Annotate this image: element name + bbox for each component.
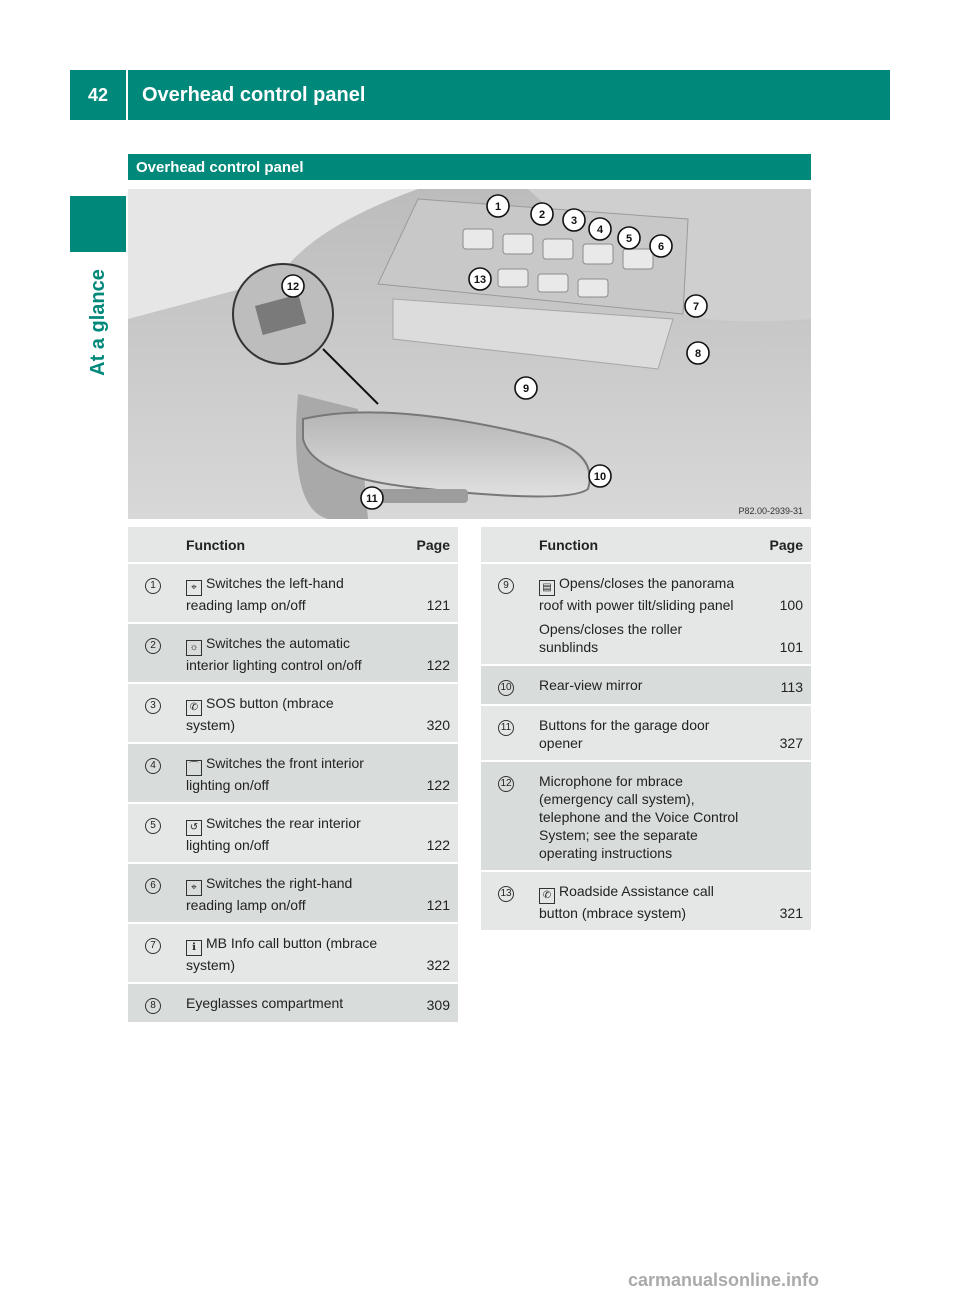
page-ref: 320 <box>390 683 458 743</box>
overhead-panel-illustration <box>128 189 811 519</box>
item-number: 10 <box>498 680 514 696</box>
table-row <box>128 623 458 683</box>
lamp-icon: ⌖ <box>186 880 202 896</box>
page-ref: 121 <box>390 563 458 623</box>
callout-3: 3 <box>570 215 578 227</box>
function-text: Switches the left-hand reading lamp on/off <box>186 575 344 613</box>
page-ref: 327 <box>743 705 811 761</box>
function-text: Opens/closes the panorama roof with power tilt/sliding panel <box>539 575 735 613</box>
col-num-header <box>481 527 531 563</box>
callout-4: 4 <box>596 224 604 236</box>
table-row <box>128 743 458 803</box>
roof-icon: ▤ <box>539 580 555 596</box>
function-table-left <box>128 527 458 1022</box>
side-tab-label: At a glance <box>86 268 109 376</box>
col-function-header: Function <box>531 527 743 563</box>
callout-2: 2 <box>538 209 546 221</box>
page-ref: 122 <box>390 623 458 683</box>
function-text: Switches the automatic interior lighting control on/off <box>186 635 362 673</box>
page-number: 42 <box>70 70 126 120</box>
function-text: Switches the rear interior lighting on/off <box>186 815 361 853</box>
page-ref: 122 <box>390 803 458 863</box>
function-text: Switches the front interior lighting on/off <box>186 755 364 793</box>
side-tab <box>84 268 112 376</box>
auto-light-icon: ☼ <box>186 640 202 656</box>
page-ref: 100 <box>779 597 803 613</box>
table-row <box>128 983 458 1022</box>
overhead-panel-figure <box>128 189 811 519</box>
function-text: Microphone for mbrace (emergency call system), telephone and the Voice Control System; see the separate operating instructions <box>539 773 739 861</box>
callout-9: 9 <box>522 383 530 395</box>
item-number: 3 <box>145 698 161 714</box>
function-text: Eyeglasses compartment <box>186 995 344 1011</box>
section-title: Overhead control panel <box>128 154 811 180</box>
table-row <box>481 705 811 761</box>
item-number: 4 <box>145 758 161 774</box>
table-row <box>481 871 811 930</box>
side-tab-marker <box>70 196 126 252</box>
item-number: 11 <box>498 720 514 736</box>
function-text: Switches the right-hand reading lamp on/off <box>186 875 353 913</box>
table-row <box>128 683 458 743</box>
function-table-right <box>481 527 811 930</box>
sos-icon: ✆ <box>186 700 202 716</box>
callout-12: 12 <box>286 281 300 293</box>
callout-6: 6 <box>657 241 665 253</box>
function-text: Buttons for the garage door opener <box>539 717 710 751</box>
table-row <box>128 563 458 623</box>
item-number: 6 <box>145 878 161 894</box>
page-ref: 321 <box>743 871 811 930</box>
callout-5: 5 <box>625 233 633 245</box>
callout-13: 13 <box>473 274 487 286</box>
table-row <box>128 803 458 863</box>
col-page-header: Page <box>390 527 458 563</box>
callout-8: 8 <box>694 348 702 360</box>
table-row <box>481 665 811 705</box>
front-light-icon: ⌒ <box>186 760 202 776</box>
table-row <box>128 923 458 983</box>
page-ref: 309 <box>390 983 458 1022</box>
function-text: Roadside Assistance call button (mbrace system) <box>539 883 714 921</box>
page-ref: 122 <box>390 743 458 803</box>
item-number: 2 <box>145 638 161 654</box>
item-number: 7 <box>145 938 161 954</box>
callout-7: 7 <box>692 301 700 313</box>
roadside-assistance-icon: ✆ <box>539 888 555 904</box>
callout-11: 11 <box>366 493 378 505</box>
function-text: MB Info call button (mbrace system) <box>186 935 378 973</box>
item-number: 12 <box>498 776 514 792</box>
page-ref-secondary: 101 <box>779 639 803 655</box>
page-header-title: Overhead control panel <box>128 70 890 120</box>
function-text-secondary: Opens/closes the roller sunblinds <box>539 621 683 655</box>
col-function-header: Function <box>178 527 390 563</box>
footer-watermark: carmanualsonline.info <box>628 1270 820 1290</box>
table-row <box>481 563 811 665</box>
page-ref: 121 <box>390 863 458 923</box>
page-ref: 322 <box>390 923 458 983</box>
info-call-icon: ℹ <box>186 940 202 956</box>
function-text: SOS button (mbrace system) <box>186 695 334 733</box>
item-number: 5 <box>145 818 161 834</box>
page-ref: 113 <box>743 665 811 705</box>
col-page-header: Page <box>743 527 811 563</box>
col-num-header <box>128 527 178 563</box>
function-text: Rear-view mirror <box>539 677 643 693</box>
callout-1: 1 <box>494 201 502 213</box>
item-number: 1 <box>145 578 161 594</box>
item-number: 13 <box>498 886 514 902</box>
item-number: 9 <box>498 578 514 594</box>
figure-code: P82.00-2939-31 <box>738 506 803 516</box>
lamp-icon: ⌖ <box>186 580 202 596</box>
rear-light-icon: ↺ <box>186 820 202 836</box>
item-number: 8 <box>145 998 161 1014</box>
page-ref <box>743 761 811 871</box>
table-row <box>481 761 811 871</box>
callout-10: 10 <box>593 471 607 483</box>
table-row <box>128 863 458 923</box>
